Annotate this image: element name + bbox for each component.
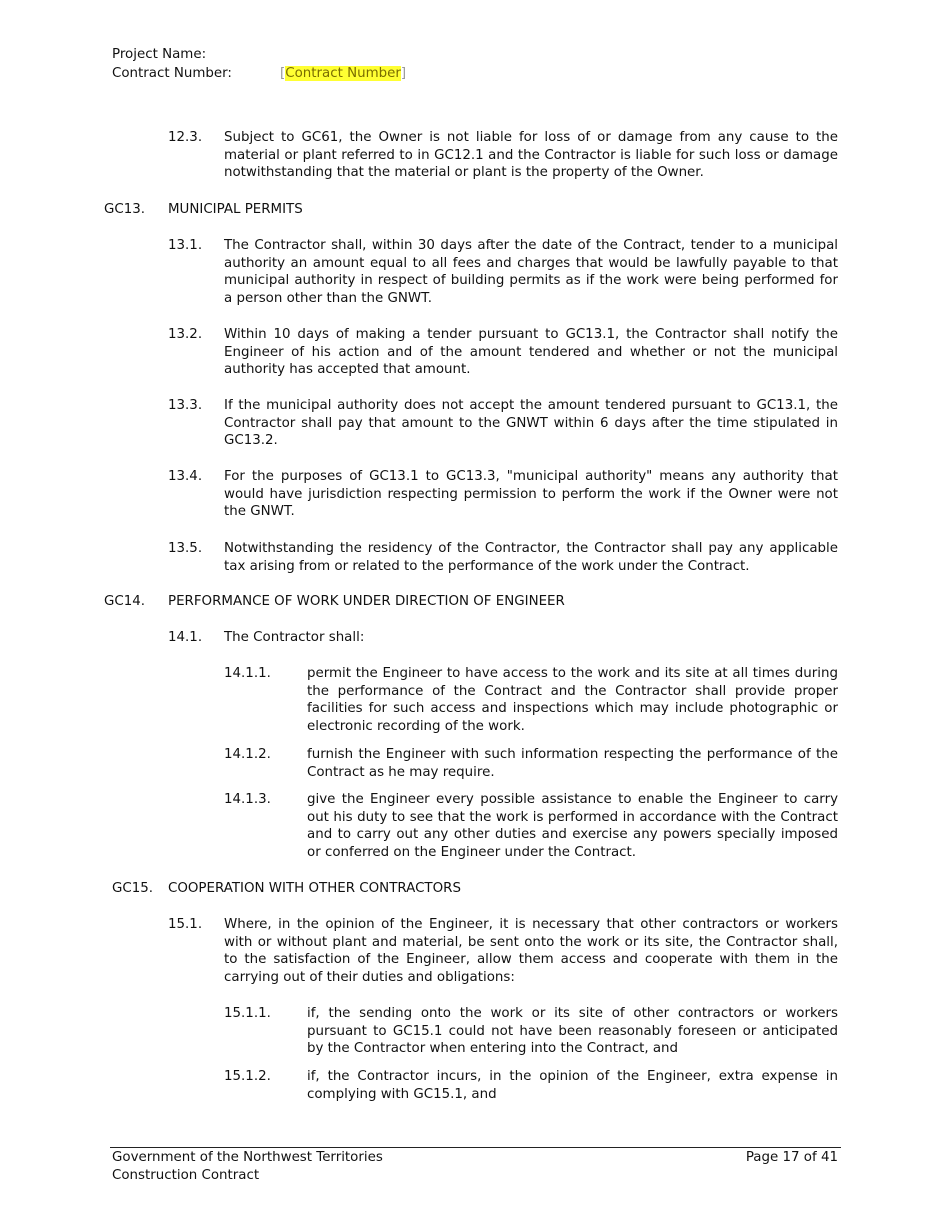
clause-text: For the purposes of GC13.1 to GC13.3, "municipal authority" means any authority that would have jurisdiction respecting permission to perform the work if the Owner were not the GNWT. — [224, 469, 838, 520]
clause-14-1 — [168, 629, 838, 647]
clause-number: 13.3. — [168, 398, 203, 413]
clause-text: Notwithstanding the residency of the Contractor, the Contractor shall pay any applicable tax arising from or related to the performance of the work under the Contract. — [224, 541, 838, 574]
clause-number: 13.2. — [168, 327, 203, 342]
section-title: MUNICIPAL PERMITS — [168, 202, 303, 217]
clause-number: 14.1. — [168, 630, 203, 645]
clause-number: 15.1. — [168, 917, 203, 932]
clause-13-4 — [168, 468, 838, 521]
subclause-number: 14.1.2. — [224, 747, 271, 762]
clause-number: 12.3. — [168, 130, 203, 145]
clause-text: Subject to GC61, the Owner is not liable for loss of or damage from any cause to the material or plant referred to in GC12.1 and the Contractor is liable for such loss or damage notwithstanding that the material or plant is the property of the Owner. — [224, 130, 838, 181]
clause-15-1-1 — [224, 1005, 838, 1058]
contract-number-placeholder: Contract Number — [285, 66, 401, 81]
clause-14-1-2 — [224, 746, 838, 781]
clause-number: 13.4. — [168, 469, 203, 484]
contract-number-field[interactable] — [280, 64, 406, 83]
page-header — [112, 45, 406, 83]
clause-13-1 — [168, 237, 838, 307]
clause-14-1-3 — [224, 791, 838, 861]
section-title: COOPERATION WITH OTHER CONTRACTORS — [168, 881, 461, 896]
clause-13-2 — [168, 326, 838, 379]
contract-number-label: Contract Number: — [112, 66, 232, 81]
contract-number-row — [112, 64, 406, 83]
section-number: GC15. — [112, 881, 154, 896]
footer-organization: Government of the Northwest Territories — [112, 1150, 383, 1165]
footer-divider — [110, 1147, 841, 1148]
section-number: GC13. — [104, 202, 146, 217]
subclause-number: 14.1.1. — [224, 666, 271, 681]
clause-12-3 — [168, 129, 838, 182]
subclause-number: 14.1.3. — [224, 792, 271, 807]
section-number: GC14. — [104, 594, 146, 609]
section-title: PERFORMANCE OF WORK UNDER DIRECTION OF ENGINEER — [168, 594, 565, 609]
clause-15-1-2 — [224, 1068, 838, 1103]
subclause-text: if, the Contractor incurs, in the opinion of the Engineer, extra expense in complying with GC15.1, and — [307, 1069, 838, 1102]
project-name-row — [112, 45, 406, 64]
clause-text: Where, in the opinion of the Engineer, it is necessary that other contractors or workers with or without plant and material, be sent onto the work or its site, the Contractor shall, to the satisfaction of the Engineer, allow them access and cooperate with them in the carrying out of their duties and obligations: — [224, 917, 838, 985]
clause-number: 13.1. — [168, 238, 203, 253]
clause-13-5 — [168, 540, 838, 575]
bracket-close: ] — [400, 66, 407, 81]
section-heading-gc13 — [104, 201, 303, 219]
footer-left — [112, 1149, 383, 1185]
subclause-text: give the Engineer every possible assistance to enable the Engineer to carry out his duty to see that the work is performed in accordance with the Contract and to carry out any other duties and exercise any powers specially imposed or conferred on the Engineer under the Contract. — [307, 792, 838, 860]
subclause-text: permit the Engineer to have access to the work and its site at all times during the performance of the Contract and the Contractor shall provide proper facilities for such access and inspections which may include photographic or electronic recording of the work. — [307, 666, 838, 734]
clause-14-1-1 — [224, 665, 838, 735]
section-heading-gc14 — [104, 593, 565, 611]
project-name-label: Project Name: — [112, 47, 207, 62]
clause-text: Within 10 days of making a tender pursuant to GC13.1, the Contractor shall notify the Engineer of his action and of the amount tendered and whether or not the municipal authority has accepted that amount. — [224, 327, 838, 378]
section-heading-gc15 — [112, 880, 461, 898]
page-number: Page 17 of 41 — [745, 1150, 838, 1165]
subclause-number: 15.1.1. — [224, 1006, 271, 1021]
clause-15-1 — [168, 916, 838, 986]
subclause-text: furnish the Engineer with such information respecting the performance of the Contract as he may require. — [307, 747, 838, 780]
footer-document-type: Construction Contract — [112, 1168, 260, 1183]
subclause-text: if, the sending onto the work or its site of other contractors or workers pursuant to GC15.1 could not have been reasonably foreseen or anticipated by the Contractor when entering into the Contract, and — [307, 1006, 838, 1057]
clause-text: The Contractor shall, within 30 days after the date of the Contract, tender to a municipal authority an amount equal to all fees and charges that would be lawfully payable to that municipal authority in respect of building permits as if the work were being performed for a person other than the GNWT. — [224, 238, 838, 306]
subclause-number: 15.1.2. — [224, 1069, 271, 1084]
clause-number: 13.5. — [168, 541, 203, 556]
bracket-open: [ — [280, 66, 286, 81]
clause-13-3 — [168, 397, 838, 450]
clause-text: If the municipal authority does not accept the amount tendered pursuant to GC13.1, the Contractor shall pay that amount to the GNWT within 6 days after the time stipulated in GC13.2. — [224, 398, 838, 449]
clause-text: The Contractor shall: — [224, 630, 365, 645]
